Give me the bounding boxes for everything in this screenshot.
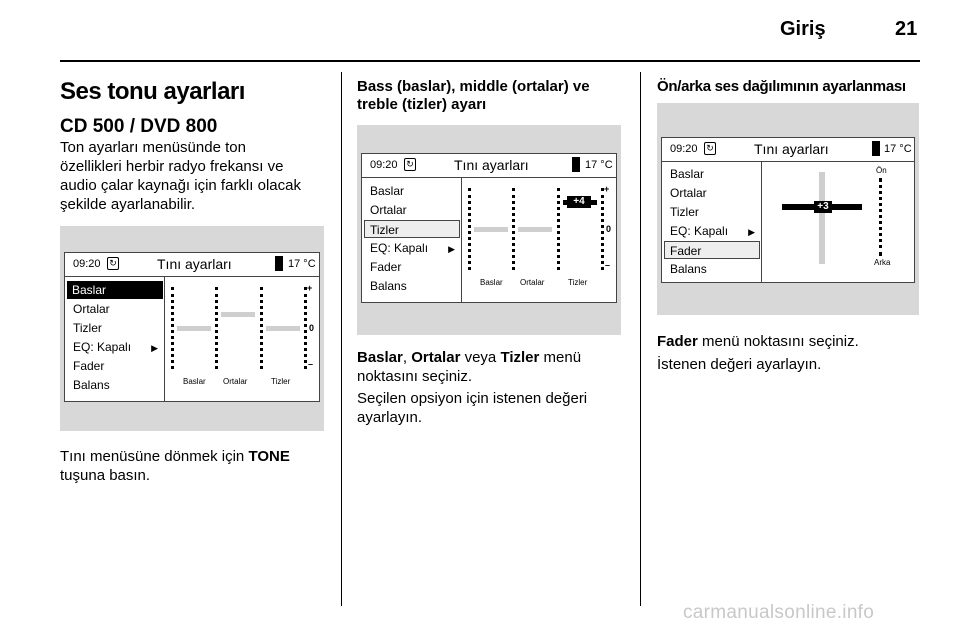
tizler-term: Tizler — [500, 349, 540, 366]
eq-scale-left — [468, 188, 471, 270]
menu-item-baslar[interactable]: Baslar — [670, 167, 705, 181]
menu-item-eq-label: EQ: Kapalı — [370, 241, 429, 255]
eq-scale-bass — [512, 188, 515, 270]
right-para-1-rest: menü noktasını seçiniz. — [697, 333, 859, 350]
menu-item-fader[interactable]: Fader — [370, 260, 402, 274]
menu-item-ortalar[interactable]: Ortalar — [670, 186, 707, 200]
eq-scale-middle — [557, 188, 560, 270]
tone-settings-screen-1 — [64, 252, 320, 402]
menu-item-eq-label: EQ: Kapalı — [73, 340, 132, 354]
eq-bar-bass — [474, 227, 508, 232]
fader-term: Fader — [657, 333, 698, 350]
screen-title: Tını ayarları — [454, 157, 529, 173]
outro-text: Tını menüsüne dönmek için — [60, 448, 249, 465]
menu-item-tizler[interactable]: Tizler — [670, 205, 699, 219]
temperature: 17 °C — [585, 159, 613, 171]
eq-bar-middle — [518, 227, 552, 232]
header-rule — [60, 60, 920, 62]
clock-time: 09:20 — [370, 159, 398, 171]
eq-label-baslar: Baslar — [183, 377, 206, 386]
eq-label-baslar: Baslar — [480, 278, 503, 287]
eq-zero-mark: 0 — [606, 224, 612, 234]
intro-line-4: şekilde ayarlanabilir. — [60, 196, 196, 213]
eq-bar-middle — [221, 312, 255, 317]
tone-settings-screen-2 — [361, 153, 617, 303]
sep-comma: , — [402, 349, 412, 366]
eq-scale-bass — [215, 287, 218, 369]
right-para-2: İstenen değeri ayarlayın. — [657, 356, 822, 373]
right-para-1 — [657, 332, 859, 351]
eq-minus-mark: – — [605, 260, 611, 270]
section-heading: Ses tonu ayarları — [60, 78, 245, 105]
screen-menu — [362, 178, 462, 302]
clock-icon: ↻ — [704, 142, 716, 155]
menu-item-fader[interactable]: Fader — [664, 241, 760, 259]
eq-plus-mark: + — [604, 184, 610, 194]
intro-line-2: özellikleri herbir radyo frekansı ve — [60, 158, 284, 175]
middle-para-1-line-2: noktasını seçiniz. — [357, 368, 473, 385]
watermark: carmanualsonline.info — [683, 602, 875, 623]
eq-label-ortalar: Ortalar — [223, 377, 248, 386]
fader-scale — [879, 178, 882, 256]
screen-title: Tını ayarları — [754, 141, 829, 157]
eq-label-tizler: Tizler — [568, 278, 588, 287]
treble-value-box: +4 — [567, 196, 591, 208]
eq-scale-treble — [601, 188, 604, 270]
screen-status-bar — [65, 253, 319, 277]
screen-status-bar — [362, 154, 616, 178]
screen-image-1-frame — [60, 226, 324, 431]
screen-menu — [65, 277, 165, 401]
outro-line-2: tuşuna basın. — [60, 467, 151, 484]
eq-scale-left — [171, 287, 174, 369]
eq-graph — [165, 277, 319, 401]
column-divider-1 — [341, 72, 342, 606]
middle-para-2-line-1: Seçilen opsiyon için istenen değeri — [357, 390, 588, 407]
subsection-heading: CD 500 / DVD 800 — [60, 116, 218, 137]
eq-scale-treble — [304, 287, 307, 369]
menu-item-baslar[interactable]: Baslar — [67, 281, 163, 299]
menu-item-eq-label: EQ: Kapalı — [670, 224, 729, 238]
eq-label-tizler: Tizler — [271, 377, 291, 386]
middle-para-1-line-1 — [357, 348, 581, 367]
middle-para-2-line-2: ayarlayın. — [357, 409, 423, 426]
clock-time: 09:20 — [73, 258, 101, 270]
sep-veya: veya — [460, 349, 501, 366]
fader-vertical-axis — [819, 172, 825, 264]
temperature: 17 °C — [884, 143, 912, 155]
intro-line-3: audio çalar kaynağı için farklı olacak — [60, 177, 301, 194]
eq-label-ortalar: Ortalar — [520, 278, 545, 287]
screen-menu — [662, 162, 762, 282]
screen-title: Tını ayarları — [157, 256, 232, 272]
menu-item-baslar[interactable]: Baslar — [370, 184, 405, 198]
menu-item-balans[interactable]: Balans — [73, 378, 110, 392]
intro-line-1: Ton ayarları menüsünde ton — [60, 139, 246, 156]
clock-icon: ↻ — [404, 158, 416, 171]
middle-heading-line-1: Bass (baslar), middle (ortalar) ve — [357, 78, 590, 95]
menu-item-balans[interactable]: Balans — [670, 262, 707, 276]
fader-front-label: Ön — [876, 166, 887, 175]
menu-item-tizler[interactable]: Tizler — [364, 220, 460, 238]
fader-graph — [762, 162, 914, 282]
clock-icon: ↻ — [107, 257, 119, 270]
menu-word: menü — [539, 349, 582, 366]
menu-item-fader[interactable]: Fader — [73, 359, 105, 373]
outro-line-1 — [60, 447, 290, 466]
fader-value-box: +3 — [814, 201, 832, 213]
thermometer-icon — [872, 141, 880, 156]
ortalar-term: Ortalar — [411, 349, 461, 366]
menu-item-balans[interactable]: Balans — [370, 279, 407, 293]
page-header-title: Giriş — [780, 18, 826, 40]
tone-key-label: TONE — [248, 448, 290, 465]
eq-scale-middle — [260, 287, 263, 369]
eq-bar-bass — [177, 326, 211, 331]
column-divider-2 — [640, 72, 641, 606]
eq-plus-mark: + — [307, 283, 313, 293]
screen-status-bar — [662, 138, 914, 162]
chevron-right-icon: ▶ — [748, 227, 755, 237]
page-number: 21 — [895, 18, 918, 40]
eq-bar-treble — [266, 326, 300, 331]
thermometer-icon — [572, 157, 580, 172]
chevron-right-icon: ▶ — [151, 343, 158, 353]
middle-heading-line-2: treble (tizler) ayarı — [357, 96, 487, 113]
chevron-right-icon: ▶ — [448, 244, 455, 254]
thermometer-icon — [275, 256, 283, 271]
menu-item-ortalar[interactable]: Ortalar — [73, 302, 110, 316]
eq-graph — [462, 178, 616, 302]
fader-rear-label: Arka — [874, 258, 891, 267]
baslar-term: Baslar — [357, 349, 403, 366]
temperature: 17 °C — [288, 258, 316, 270]
screen-image-2-frame — [357, 125, 621, 335]
eq-zero-mark: 0 — [309, 323, 315, 333]
fader-screen — [661, 137, 915, 283]
clock-time: 09:20 — [670, 143, 698, 155]
menu-item-ortalar[interactable]: Ortalar — [370, 203, 407, 217]
menu-item-tizler[interactable]: Tizler — [73, 321, 102, 335]
screen-image-3-frame — [657, 103, 919, 315]
eq-minus-mark: – — [308, 359, 314, 369]
right-heading: Ön/arka ses dağılımının ayarlanması — [657, 78, 906, 95]
